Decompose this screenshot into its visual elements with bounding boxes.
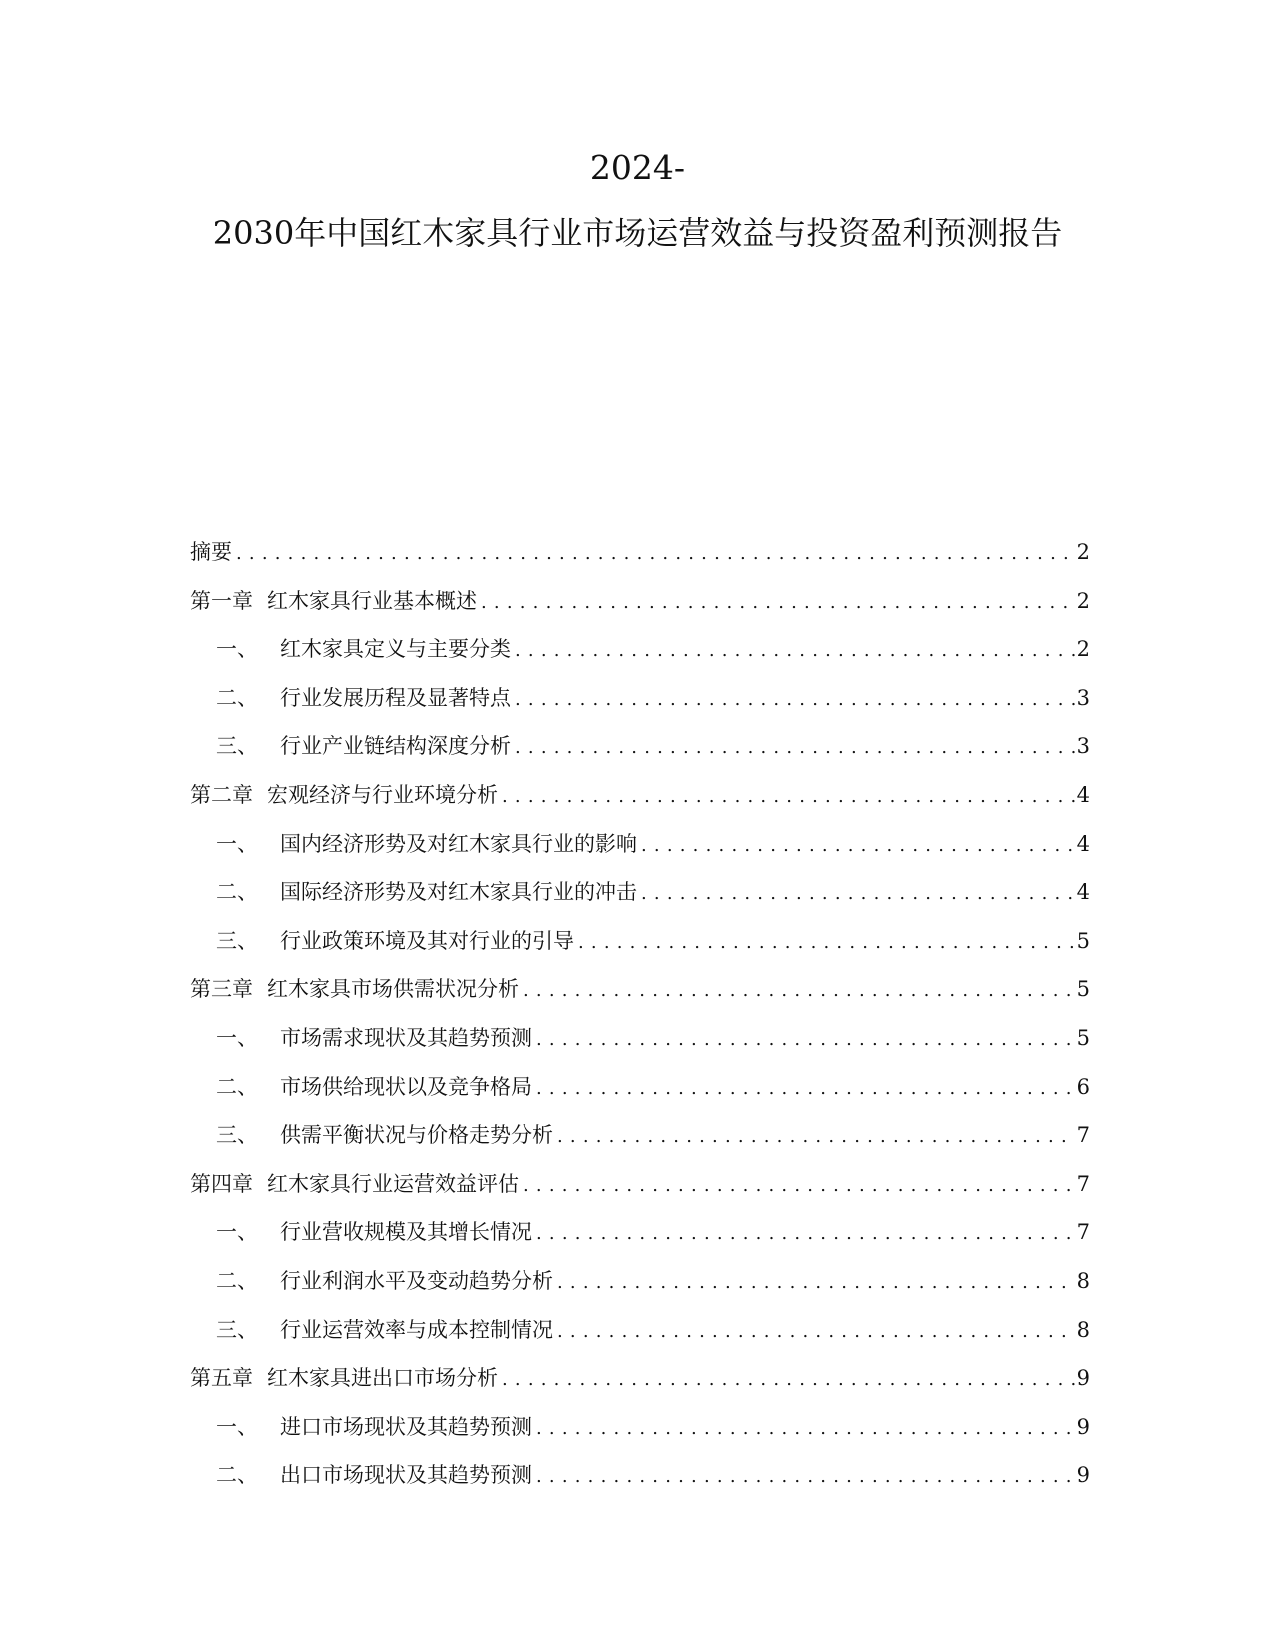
toc-entry-label: 行业政策环境及其对行业的引导 <box>280 928 574 953</box>
toc-entry-label: 行业运营效率与成本控制情况 <box>280 1317 553 1342</box>
toc-dot-leader <box>578 927 1075 959</box>
toc-dot-leader <box>557 1121 1075 1153</box>
toc-chapter-number: 第三章 <box>190 977 253 1002</box>
toc-page-number: 5 <box>1076 977 1090 1002</box>
toc-dot-leader <box>523 975 1075 1007</box>
toc-page-number: 6 <box>1076 1074 1090 1099</box>
toc-chapter-number: 第一章 <box>190 588 253 613</box>
toc-page-number: 7 <box>1076 1123 1090 1148</box>
toc-entry-label: 红木家具定义与主要分类 <box>280 637 511 662</box>
toc-page-number: 4 <box>1076 782 1090 807</box>
toc-page-number: 2 <box>1076 540 1090 564</box>
toc-chapter-number: 第二章 <box>190 782 253 807</box>
toc-entry-chapter-5[interactable] <box>190 1362 1090 1411</box>
toc-dot-leader <box>557 1316 1075 1348</box>
toc-entry-label: 红木家具市场供需状况分析 <box>267 977 519 1002</box>
document-title: 2030年中国红木家具行业市场运营效益与投资盈利预测报告 <box>212 214 1063 252</box>
toc-entry-section[interactable] <box>190 1411 1090 1460</box>
toc-dot-leader <box>515 635 1075 667</box>
toc-dot-leader <box>515 684 1075 716</box>
toc-dot-leader <box>536 1218 1075 1250</box>
toc-section-number: 一、 <box>216 637 258 662</box>
toc-section-number: 二、 <box>216 880 258 905</box>
toc-entry-section[interactable] <box>190 1216 1090 1265</box>
toc-dot-leader <box>641 878 1075 910</box>
toc-page-number: 5 <box>1076 928 1090 953</box>
toc-dot-leader <box>515 732 1075 764</box>
toc-section-number: 三、 <box>216 734 258 759</box>
toc-dot-leader <box>557 1267 1075 1299</box>
toc-entry-label: 行业产业链结构深度分析 <box>280 734 511 759</box>
toc-entry-label: 摘要 <box>190 540 232 564</box>
toc-entry-label: 市场需求现状及其趋势预测 <box>280 1025 532 1050</box>
toc-dot-leader <box>523 1170 1075 1202</box>
toc-dot-leader <box>502 1364 1075 1396</box>
toc-page-number: 4 <box>1076 831 1090 856</box>
toc-entry-label: 国内经济形势及对红木家具行业的影响 <box>280 831 637 856</box>
toc-section-number: 三、 <box>216 928 258 953</box>
toc-entry-section[interactable] <box>190 633 1090 682</box>
toc-page-number: 3 <box>1076 685 1090 710</box>
toc-page-number: 5 <box>1076 1025 1090 1050</box>
toc-dot-leader <box>536 1024 1075 1056</box>
document-title-year: 2024- <box>589 148 686 187</box>
toc-entry-section[interactable] <box>190 1022 1090 1071</box>
toc-entry-section[interactable] <box>190 828 1090 877</box>
toc-section-number: 三、 <box>216 1123 258 1148</box>
toc-entry-chapter-4[interactable] <box>190 1168 1090 1217</box>
toc-entry-label: 供需平衡状况与价格走势分析 <box>280 1123 553 1148</box>
toc-page-number: 9 <box>1076 1366 1090 1391</box>
toc-entry-label: 行业利润水平及变动趋势分析 <box>280 1268 553 1293</box>
toc-entry-chapter-3[interactable] <box>190 973 1090 1022</box>
toc-section-number: 二、 <box>216 1463 258 1488</box>
toc-page-number: 2 <box>1076 588 1090 613</box>
toc-page-number: 9 <box>1076 1463 1090 1488</box>
toc-section-number: 一、 <box>216 1220 258 1245</box>
toc-dot-leader <box>481 587 1075 619</box>
toc-entry-section[interactable] <box>190 925 1090 974</box>
toc-page-number: 8 <box>1076 1317 1090 1342</box>
table-of-contents <box>190 536 1090 1508</box>
toc-section-number: 一、 <box>216 831 258 856</box>
toc-entry-section[interactable] <box>190 876 1090 925</box>
toc-entry-section[interactable] <box>190 1119 1090 1168</box>
toc-entry-label: 进口市场现状及其趋势预测 <box>280 1414 532 1439</box>
toc-entry-chapter-2[interactable] <box>190 779 1090 828</box>
toc-dot-leader <box>536 1073 1075 1105</box>
toc-entry-label: 宏观经济与行业环境分析 <box>267 782 498 807</box>
toc-dot-leader <box>536 1461 1075 1493</box>
toc-entry-abstract[interactable] <box>190 536 1090 585</box>
toc-section-number: 二、 <box>216 1074 258 1099</box>
toc-section-number: 一、 <box>216 1025 258 1050</box>
toc-entry-section[interactable] <box>190 682 1090 731</box>
toc-entry-label: 国际经济形势及对红木家具行业的冲击 <box>280 880 637 905</box>
toc-page-number: 7 <box>1076 1171 1090 1196</box>
toc-section-number: 二、 <box>216 685 258 710</box>
toc-entry-section[interactable] <box>190 730 1090 779</box>
toc-entry-section[interactable] <box>190 1071 1090 1120</box>
toc-dot-leader <box>502 781 1075 813</box>
toc-page-number: 2 <box>1076 637 1090 662</box>
toc-dot-leader <box>536 1413 1075 1445</box>
toc-entry-label: 行业发展历程及显著特点 <box>280 685 511 710</box>
toc-page-number: 4 <box>1076 880 1090 905</box>
toc-dot-leader <box>641 830 1075 862</box>
toc-chapter-number: 第五章 <box>190 1366 253 1391</box>
toc-chapter-number: 第四章 <box>190 1171 253 1196</box>
toc-entry-section[interactable] <box>190 1459 1090 1508</box>
toc-entry-label: 红木家具行业基本概述 <box>267 588 477 613</box>
toc-page-number: 3 <box>1076 734 1090 759</box>
toc-entry-label: 红木家具进出口市场分析 <box>267 1366 498 1391</box>
toc-entry-label: 市场供给现状以及竞争格局 <box>280 1074 532 1099</box>
toc-entry-label: 行业营收规模及其增长情况 <box>280 1220 532 1245</box>
toc-page-number: 8 <box>1076 1268 1090 1293</box>
toc-entry-section[interactable] <box>190 1265 1090 1314</box>
toc-page-number: 9 <box>1076 1414 1090 1439</box>
toc-section-number: 一、 <box>216 1414 258 1439</box>
toc-entry-section[interactable] <box>190 1314 1090 1363</box>
toc-entry-chapter-1[interactable] <box>190 585 1090 634</box>
toc-entry-label: 出口市场现状及其趋势预测 <box>280 1463 532 1488</box>
toc-section-number: 二、 <box>216 1268 258 1293</box>
toc-dot-leader <box>236 538 1075 570</box>
toc-page-number: 7 <box>1076 1220 1090 1245</box>
toc-section-number: 三、 <box>216 1317 258 1342</box>
toc-entry-label: 红木家具行业运营效益评估 <box>267 1171 519 1196</box>
